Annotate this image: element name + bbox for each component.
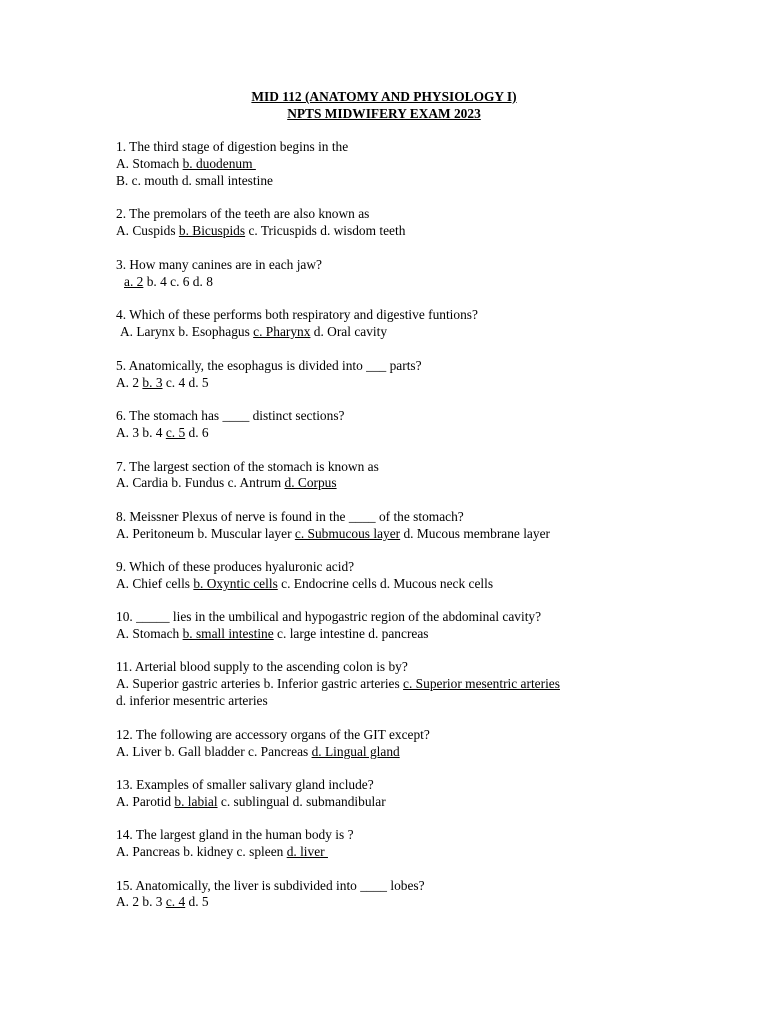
answer-underline: c. 4 — [165, 894, 186, 909]
question-3-text: 3. How many canines are in each jaw? — [116, 257, 322, 272]
question-8-text: 8. Meissner Plexus of nerve is found in the ____ of the stomach? — [116, 509, 464, 524]
answer-underline: b. labial — [174, 794, 218, 809]
question-7-text: 7. The largest section of the stomach is known as — [116, 459, 379, 474]
question-7-options: A. Cardia b. Fundus c. Antrum d. Corpus — [116, 475, 337, 490]
question-15-text: 15. Anatomically, the liver is subdivided into ____ lobes? — [116, 878, 425, 893]
question-4-text: 4. Which of these performs both respiratory and digestive funtions? — [116, 307, 478, 322]
question-15-options: A. 2 b. 3 c. 4 d. 5 — [116, 894, 209, 909]
question-2-options: A. Cuspids b. Bicuspids c. Tricuspids d. wisdom teeth — [116, 223, 406, 238]
exam-title: NPTS MIDWIFERY EXAM 2023 — [287, 106, 481, 121]
answer-underline: c. Submucous layer — [294, 526, 401, 541]
answer-underline: a. 2 — [124, 274, 144, 289]
question-13-text: 13. Examples of smaller salivary gland include? — [116, 777, 374, 792]
question-11-options: A. Superior gastric arteries b. Inferior gastric arteries c. Superior mesentric arteries — [116, 676, 560, 691]
question-10-options: A. Stomach b. small intestine c. large intestine d. pancreas — [116, 626, 429, 641]
question-6-options: A. 3 b. 4 c. 5 d. 6 — [116, 425, 209, 440]
question-5-text: 5. Anatomically, the esophagus is divided into ___ parts? — [116, 358, 422, 373]
question-12-options: A. Liver b. Gall bladder c. Pancreas d. Lingual gland — [116, 744, 400, 759]
answer-underline: b. small intestine — [182, 626, 274, 641]
question-13-options: A. Parotid b. labial c. sublingual d. submandibular — [116, 794, 386, 809]
answer-underline: d. liver — [286, 844, 328, 859]
answer-underline: b. Oxyntic cells — [193, 576, 278, 591]
question-10-text: 10. _____ lies in the umbilical and hypogastric region of the abdominal cavity? — [116, 609, 542, 624]
question-11-text: 11. Arterial blood supply to the ascending colon is by? — [116, 659, 408, 674]
answer-underline: d. Lingual gland — [311, 744, 400, 759]
answer-underline: b. 3 — [142, 375, 163, 390]
question-1-options: A. Stomach b. duodenum — [116, 156, 256, 171]
answer-underline: d. Corpus — [284, 475, 337, 490]
question-1-options-cont: B. c. mouth d. small intestine — [116, 173, 273, 188]
question-9-options: A. Chief cells b. Oxyntic cells c. Endocrine cells d. Mucous neck cells — [116, 576, 494, 591]
answer-underline: c. Pharynx — [253, 324, 311, 339]
question-1-text: 1. The third stage of digestion begins in the — [116, 139, 349, 154]
answer-underline: b. duodenum — [182, 156, 256, 171]
question-14-text: 14. The largest gland in the human body is ? — [116, 827, 354, 842]
question-2-text: 2. The premolars of the teeth are also known as — [116, 206, 370, 221]
question-11-options-cont: d. inferior mesentric arteries — [116, 693, 268, 708]
question-8-options: A. Peritoneum b. Muscular layer c. Submucous layer d. Mucous membrane layer — [116, 526, 550, 541]
question-9-text: 9. Which of these produces hyaluronic acid? — [116, 559, 355, 574]
question-12-text: 12. The following are accessory organs of the GIT except? — [116, 727, 430, 742]
question-4-options: A. Larynx b. Esophagus c. Pharynx d. Oral cavity — [120, 324, 388, 339]
question-6-text: 6. The stomach has ____ distinct sections? — [116, 408, 345, 423]
answer-underline: c. Superior mesentric arteries — [403, 676, 560, 691]
question-14-options: A. Pancreas b. kidney c. spleen d. liver — [116, 844, 328, 859]
answer-underline: b. Bicuspids — [178, 223, 246, 238]
course-title: MID 112 (ANATOMY AND PHYSIOLOGY I) — [251, 89, 517, 104]
question-3-options: a. 2 b. 4 c. 6 d. 8 — [124, 274, 213, 289]
question-5-options: A. 2 b. 3 c. 4 d. 5 — [116, 375, 209, 390]
answer-underline: c. 5 — [165, 425, 186, 440]
